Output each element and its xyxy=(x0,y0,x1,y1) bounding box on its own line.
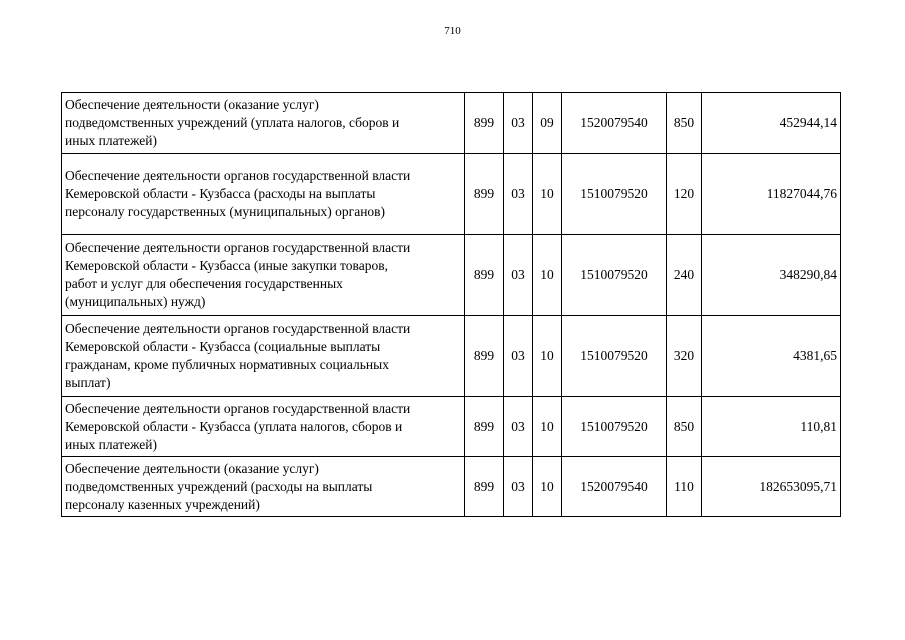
ministry-code: 899 xyxy=(465,235,504,316)
target-article-code: 1510079520 xyxy=(562,316,667,397)
name-line: Обеспечение деятельности (оказание услуг) xyxy=(65,97,319,112)
name-line: Обеспечение деятельности органов государственной власти xyxy=(65,168,411,183)
section-code: 03 xyxy=(504,457,533,517)
table-row xyxy=(62,457,841,517)
name-line: иных платежей) xyxy=(65,436,158,452)
name-line: гражданам, кроме публичных нормативных социальных xyxy=(65,357,389,372)
table-row xyxy=(62,397,841,457)
expense-type-code: 320 xyxy=(667,316,702,397)
name-line: Обеспечение деятельности органов государственной власти xyxy=(65,400,411,416)
expense-type-code: 110 xyxy=(667,457,702,517)
target-article-code: 1520079540 xyxy=(562,457,667,517)
amount: 4381,65 xyxy=(702,316,841,397)
table-row xyxy=(62,154,841,235)
section-code: 03 xyxy=(504,93,533,154)
expense-name xyxy=(62,93,465,154)
ministry-code: 899 xyxy=(465,316,504,397)
section-code: 03 xyxy=(504,154,533,235)
table-row xyxy=(62,316,841,397)
expense-name xyxy=(62,457,465,517)
name-line: Обеспечение деятельности органов государственной власти xyxy=(65,321,411,336)
expense-name xyxy=(62,397,465,457)
name-line: работ и услуг для обеспечения государственных xyxy=(65,276,343,291)
expense-name xyxy=(62,316,465,397)
subsection-code: 10 xyxy=(533,397,562,457)
name-line: подведомственных учреждений (расходы на выплаты xyxy=(65,478,373,494)
name-line: Кемеровской области - Кузбасса (социальные выплаты xyxy=(65,339,381,354)
subsection-code: 10 xyxy=(533,457,562,517)
subsection-code: 09 xyxy=(533,93,562,154)
ministry-code: 899 xyxy=(465,93,504,154)
name-line: Кемеровской области - Кузбасса (иные закупки товаров, xyxy=(65,258,388,273)
name-line: (муниципальных) нужд) xyxy=(65,294,206,309)
expense-type-code: 240 xyxy=(667,235,702,316)
ministry-code: 899 xyxy=(465,154,504,235)
section-code: 03 xyxy=(504,235,533,316)
expense-type-code: 850 xyxy=(667,93,702,154)
name-line: Обеспечение деятельности (оказание услуг) xyxy=(65,460,319,476)
name-line: подведомственных учреждений (уплата налогов, сборов и xyxy=(65,115,400,130)
target-article-code: 1510079520 xyxy=(562,235,667,316)
section-code: 03 xyxy=(504,316,533,397)
expense-type-code: 850 xyxy=(667,397,702,457)
amount: 182653095,71 xyxy=(702,457,841,517)
subsection-code: 10 xyxy=(533,154,562,235)
expense-name xyxy=(62,154,465,235)
ministry-code: 899 xyxy=(465,457,504,517)
ministry-code: 899 xyxy=(465,397,504,457)
page-number: 710 xyxy=(444,25,461,37)
amount: 348290,84 xyxy=(702,235,841,316)
name-line: персоналу государственных (муниципальных) органов) xyxy=(65,204,386,219)
expense-type-code: 120 xyxy=(667,154,702,235)
subsection-code: 10 xyxy=(533,235,562,316)
section-code: 03 xyxy=(504,397,533,457)
amount: 452944,14 xyxy=(702,93,841,154)
subsection-code: 10 xyxy=(533,316,562,397)
target-article-code: 1510079520 xyxy=(562,154,667,235)
name-line: персоналу казенных учреждений) xyxy=(65,496,260,512)
name-line: выплат) xyxy=(65,375,111,390)
target-article-code: 1520079540 xyxy=(562,93,667,154)
name-line: Кемеровской области - Кузбасса (расходы на выплаты xyxy=(65,186,376,201)
name-line: Кемеровской области - Кузбасса (уплата налогов, сборов и xyxy=(65,418,403,434)
name-line: Обеспечение деятельности органов государственной власти xyxy=(65,240,411,255)
expense-name xyxy=(62,235,465,316)
budget-table xyxy=(61,92,841,517)
target-article-code: 1510079520 xyxy=(562,397,667,457)
table-row xyxy=(62,93,841,154)
amount: 11827044,76 xyxy=(702,154,841,235)
amount: 110,81 xyxy=(702,397,841,457)
table-row xyxy=(62,235,841,316)
name-line: иных платежей) xyxy=(65,133,158,148)
